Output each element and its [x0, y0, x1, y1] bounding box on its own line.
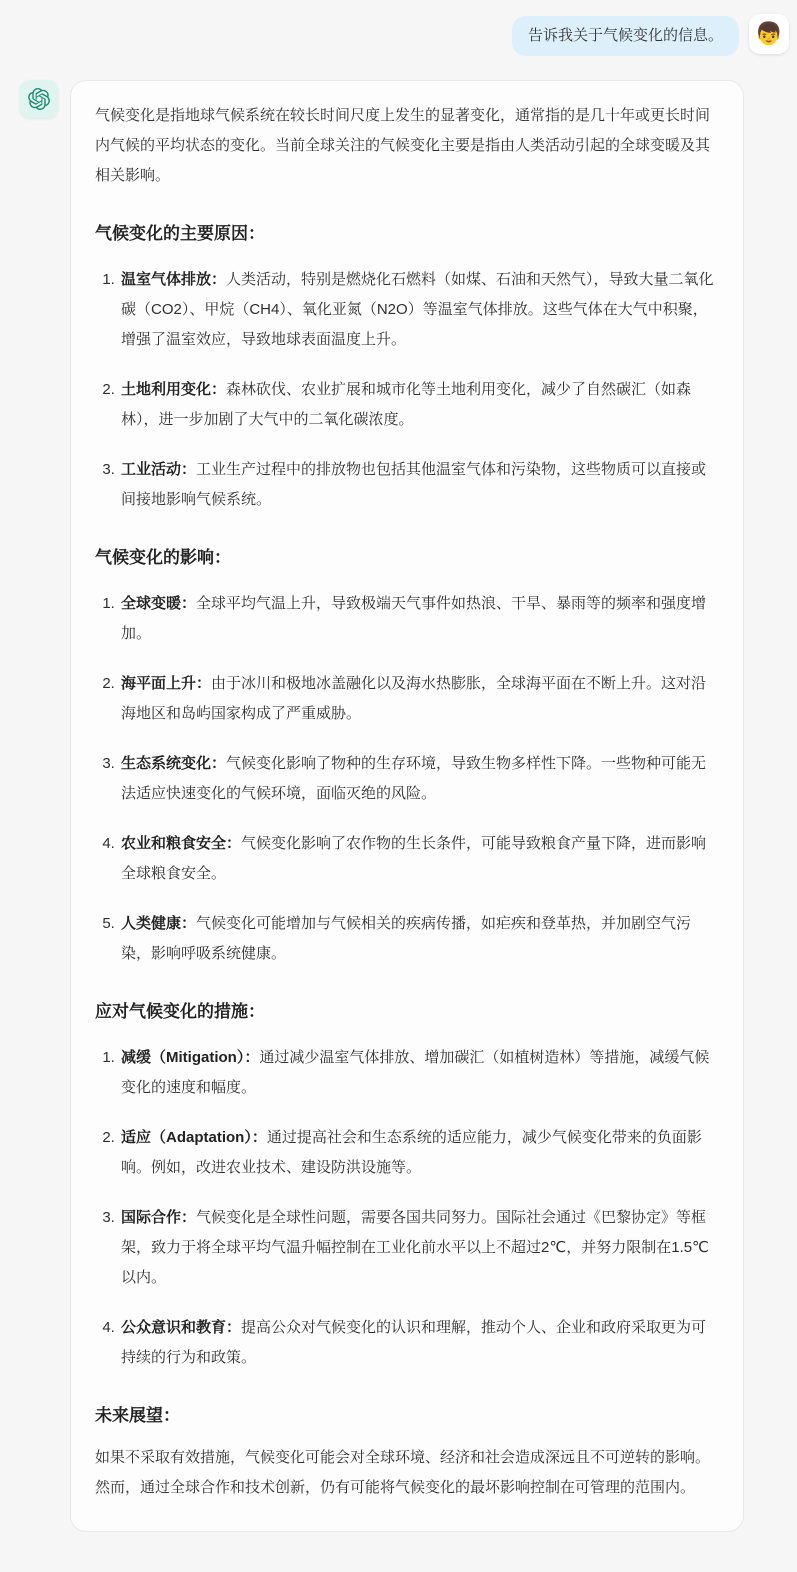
list-item: [119, 909, 715, 969]
list-item-label: 减缓（Mitigation）：: [121, 1049, 260, 1066]
list-item: [119, 669, 715, 729]
user-message-bubble: 告诉我关于气候变化的信息。: [512, 16, 739, 56]
paragraph: 气候变化是指地球气候系统在较长时间尺度上发生的显著变化，通常指的是几十年或更长时间内气候的平均状态的变化。当前全球关注的气候变化主要是指由人类活动引起的全球变暖及其相关影响。: [95, 107, 711, 184]
list-item-label: 工业活动：: [121, 461, 197, 478]
list-item-text: 气候变化影响了农作物的生长条件，可能导致粮食产量下降，进而影响全球粮食安全。: [121, 835, 707, 882]
section-list: [95, 1043, 715, 1373]
user-message-row: [0, 14, 797, 56]
list-item-label: 适应（Adaptation）：: [121, 1129, 267, 1146]
list-item-text: 气候变化可能增加与气候相关的疾病传播，如疟疾和登革热，并加剧空气污染，影响呼吸系统健康。: [121, 915, 692, 962]
list-item-label: 全球变暖：: [121, 595, 197, 612]
list-item: [119, 1203, 715, 1293]
user-avatar: [749, 14, 789, 54]
list-item-text: 提高公众对气候变化的认识和理解，推动个人、企业和政府采取更为可持续的行为和政策。: [121, 1319, 707, 1366]
list-item-text: 人类活动，特别是燃烧化石燃料（如煤、石油和天然气），导致大量二氧化碳（CO2）、甲烷（CH4）、氧化亚氮（N2O）等温室气体排放。这些气体在大气中积聚，增强了温室效应，导致地球表面温度上升。: [121, 271, 714, 348]
list-item: [119, 1043, 715, 1103]
list-item-text: 通过提高社会和生态系统的适应能力，减少气候变化带来的负面影响。例如，改进农业技术、建设防洪设施等。: [121, 1129, 702, 1176]
list-item: [119, 749, 715, 809]
list-item-text: 由于冰川和极地冰盖融化以及海水热膨胀，全球海平面在不断上升。这对沿海地区和岛屿国家构成了严重威胁。: [121, 675, 707, 722]
openai-logo-icon: [28, 88, 50, 110]
list-item: [119, 375, 715, 435]
section-list: [95, 265, 715, 515]
list-item: [119, 265, 715, 355]
paragraph: 如果不采取有效措施，气候变化可能会对全球环境、经济和社会造成深远且不可逆转的影响。然而，通过全球合作和技术创新，仍有可能将气候变化的最坏影响控制在可管理的范围内。: [95, 1449, 711, 1496]
list-item-label: 海平面上升：: [121, 675, 212, 692]
assistant-avatar: [20, 80, 58, 118]
list-item: [119, 589, 715, 649]
list-item: [119, 1123, 715, 1183]
assistant-message-card: [70, 80, 744, 1532]
section-heading: 气候变化的影响：: [95, 548, 231, 567]
list-item: [119, 455, 715, 515]
list-item-label: 国际合作：: [121, 1209, 197, 1226]
user-avatar-emoji: 👦: [755, 21, 783, 46]
list-item-text: 森林砍伐、农业扩展和城市化等土地利用变化，减少了自然碳汇（如森林），进一步加剧了大气中的二氧化碳浓度。: [121, 381, 692, 428]
list-item: [119, 829, 715, 889]
list-item-label: 生态系统变化：: [121, 755, 227, 772]
list-item-text: 通过减少温室气体排放、增加碳汇（如植树造林）等措施，减缓气候变化的速度和幅度。: [121, 1049, 710, 1096]
list-item-text: 气候变化影响了物种的生存环境，导致生物多样性下降。一些物种可能无法适应快速变化的气候环境，面临灭绝的风险。: [121, 755, 707, 802]
list-item-text: 气候变化是全球性问题，需要各国共同努力。国际社会通过《巴黎协定》等框架，致力于将全球平均气温升幅控制在工业化前水平以上不超过2℃，并努力限制在1.5℃以内。: [121, 1209, 709, 1286]
section-heading: 气候变化的主要原因：: [95, 224, 265, 243]
assistant-message-row: [0, 56, 797, 1572]
section-list: [95, 589, 715, 969]
section-heading: 应对气候变化的措施：: [95, 1002, 265, 1021]
list-item-text: 工业生产过程中的排放物也包括其他温室气体和污染物，这些物质可以直接或间接地影响气候系统。: [121, 461, 707, 508]
list-item-label: 公众意识和教育：: [121, 1319, 242, 1336]
list-item: [119, 1313, 715, 1373]
section-heading: 未来展望：: [95, 1406, 180, 1425]
list-item-label: 人类健康：: [121, 915, 197, 932]
list-item-label: 农业和粮食安全：: [121, 835, 242, 852]
list-item-text: 全球平均气温上升，导致极端天气事件如热浪、干旱、暴雨等的频率和强度增加。: [121, 595, 707, 642]
list-item-label: 温室气体排放：: [121, 271, 227, 288]
list-item-label: 土地利用变化：: [121, 381, 227, 398]
